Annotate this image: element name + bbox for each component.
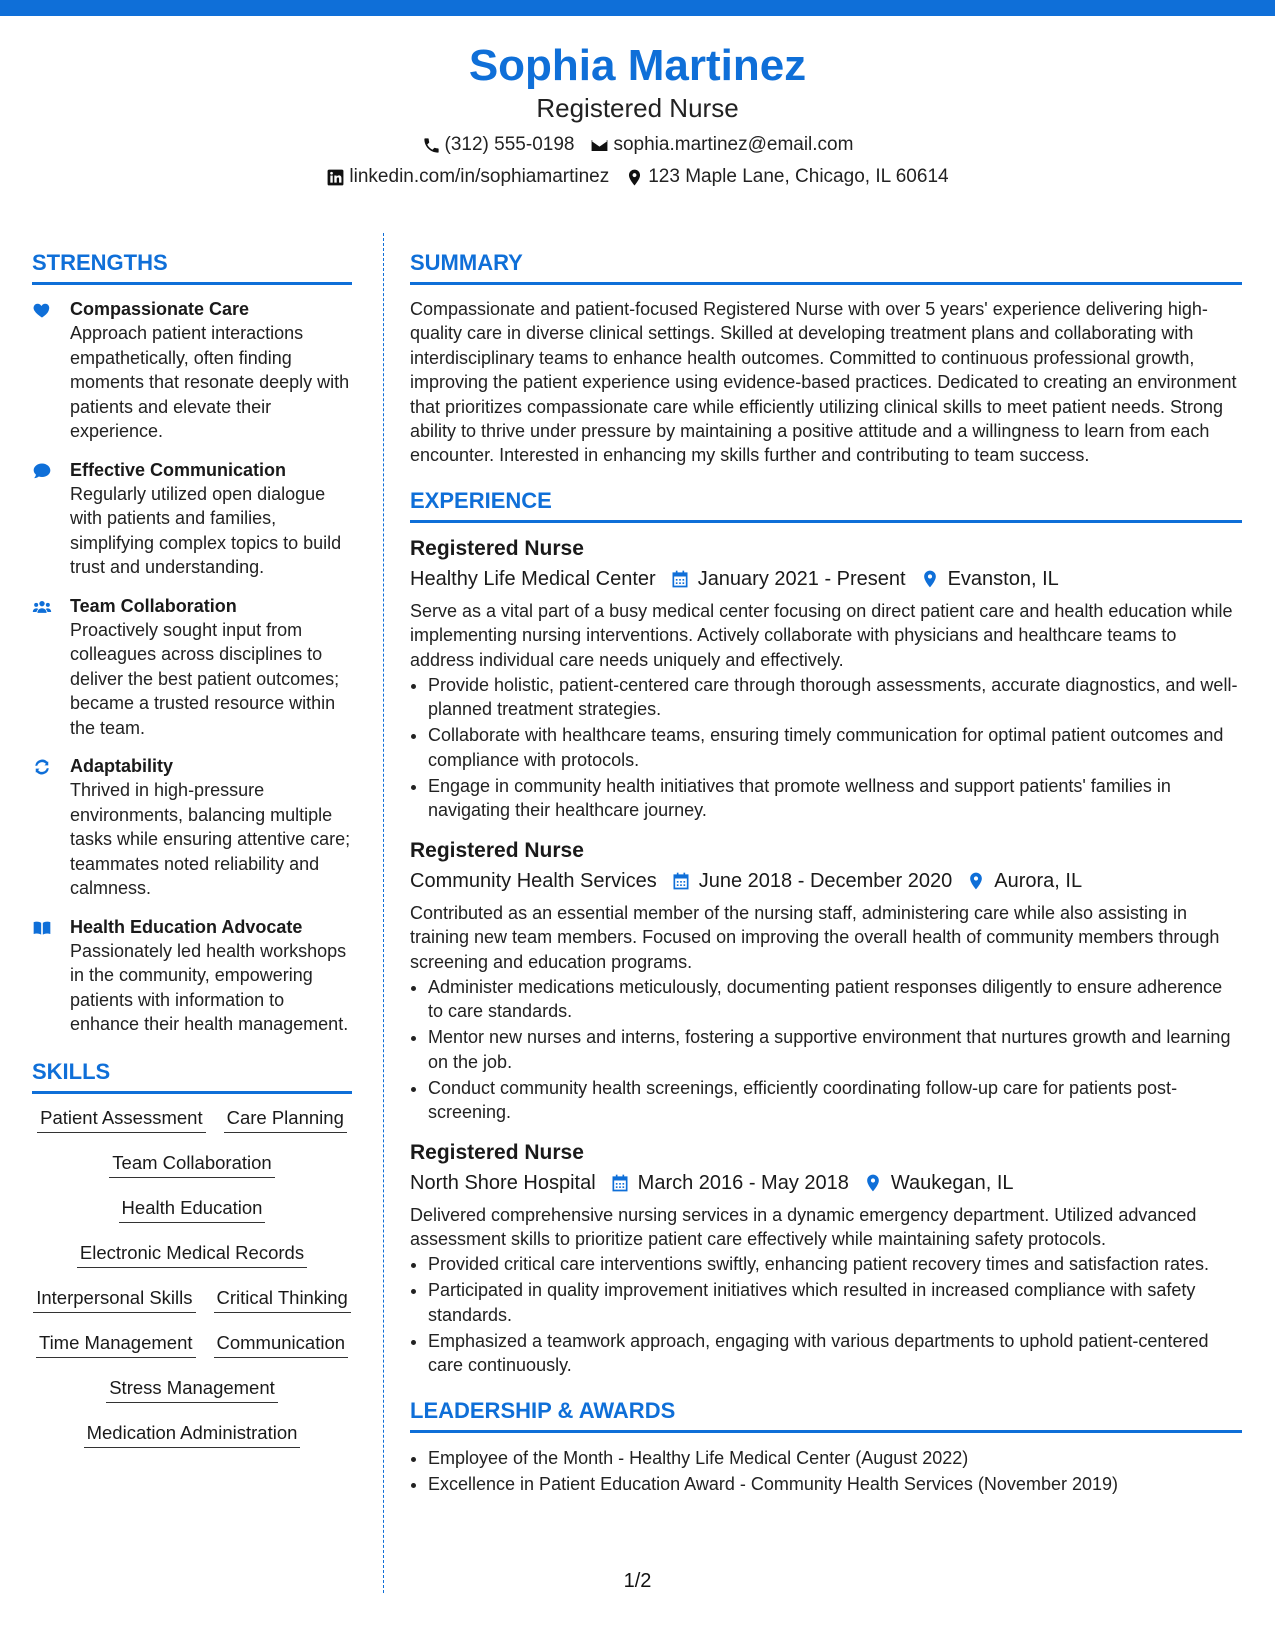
top-accent-bar [0,0,1275,16]
awards-list [410,1445,1242,1497]
job-entry [410,1139,1242,1378]
job-company: Community Health Services [410,869,657,892]
chat-bubble-icon [32,458,70,580]
job-company: North Shore Hospital [410,1171,596,1194]
strength-title: Compassionate Care [70,299,250,319]
refresh-icon [32,754,70,901]
strength-title: Health Education Advocate [70,916,303,937]
skill-tag: Care Planning [224,1106,347,1133]
strength-body [70,458,352,580]
strength-item [32,594,352,741]
page-number: 1/2 [623,1570,652,1592]
linkedin-text: linkedin.com/in/sophiamartinez [349,166,610,187]
job-title: Registered Nurse [410,1140,584,1164]
calendar-icon [610,1173,630,1193]
summary-heading: SUMMARY [410,250,1242,285]
skill-tag: Time Management [36,1331,196,1358]
candidate-name: Sophia Martinez [468,41,807,90]
location-pin-icon [863,1173,883,1193]
strength-body [70,915,352,1037]
address-text: 123 Maple Lane, Chicago, IL 60614 [648,166,949,187]
candidate-title: Registered Nurse [536,93,739,123]
strength-description: Approach patient interactions empathetically, often finding moments that resonate deeply with patients and elevate their experience. [70,323,350,441]
skill-tag: Team Collaboration [109,1151,274,1178]
skills-heading: SKILLS [32,1059,352,1094]
strength-title: Adaptability [70,756,174,776]
skill-tag: Critical Thinking [214,1286,351,1313]
strength-item [32,754,352,901]
strength-title: Effective Communication [70,459,287,480]
strengths-list [32,297,352,1037]
award-item: • Excellence in Patient Education Award - Community Health Services (November 2019) [428,1471,1242,1497]
job-bullet: • Administer medications meticulously, documenting patient responses diligently to ensure adherence to care standards. [428,975,1242,1024]
skill-tag: Stress Management [106,1376,278,1403]
job-location: Waukegan, IL [890,1171,1014,1194]
job-meta [410,866,1242,896]
job-dates: June 2018 - December 2020 [698,869,953,892]
job-bullet: • Mentor new nurses and interns, fostering a supportive environment that nurtures growth and learning on the job. [428,1025,1242,1074]
experience-list [410,535,1242,1378]
strength-description: Proactively sought input from colleagues across disciplines to deliver the best patient outcomes; became a trusted resource within the team. [70,619,340,738]
envelope-icon [590,136,609,155]
job-meta [410,1168,1242,1198]
users-icon [32,594,70,741]
email-text: sophia.martinez@email.com [613,134,854,155]
awards-heading: LEADERSHIP & AWARDS [410,1398,1242,1433]
phone-icon [422,136,441,155]
job-bullet: • Participated in quality improvement initiatives which resulted in increased compliance with safety standards. [428,1278,1242,1327]
email-contact[interactable] [590,132,853,158]
skills-list [32,1106,352,1448]
strength-description: Thrived in high-pressure environments, balancing multiple tasks while ensuring attentive care; teammates noted reliability and calmness. [70,780,351,898]
job-bullets [410,975,1242,1125]
job-entry [410,837,1242,1125]
skill-tag: Communication [214,1331,349,1358]
job-title: Registered Nurse [410,838,584,862]
job-description: Contributed as an essential member of the nursing staff, administering care while also assisting in training new team members. Focused on improving the overall health of community members through screening and education programs. [410,902,1220,972]
experience-heading: EXPERIENCE [410,488,1242,523]
job-bullet: • Provide holistic, patient-centered care through thorough assessments, accurate diagnostics, and well-planned treatment strategies. [428,673,1242,722]
job-bullet: • Conduct community health screenings, efficiently coordinating follow-up care for patients post-screening. [428,1076,1242,1125]
phone-text: (312) 555-0198 [444,134,575,155]
skill-tag: Interpersonal Skills [33,1286,195,1313]
job-dates: January 2021 - Present [697,567,906,590]
job-bullets [410,673,1242,823]
linkedin-icon [326,168,345,187]
job-company: Healthy Life Medical Center [410,567,656,590]
job-dates: March 2016 - May 2018 [637,1171,849,1194]
location-pin-icon [920,569,940,589]
job-bullet: • Engage in community health initiatives that promote wellness and support patients' families in navigating their healthcare journey. [428,774,1242,823]
calendar-icon [670,569,690,589]
heart-icon [32,297,70,444]
job-description: Serve as a vital part of a busy medical center focusing on direct patient care and health education while implementing nursing interventions. Actively collaborate with physicians and healthcare teams to address individual care needs uniquely and effectively. [410,600,1233,670]
job-bullet: • Emphasized a teamwork approach, engaging with various departments to uphold patient-centered care continuously. [428,1329,1242,1378]
strength-body [70,754,352,901]
strength-body [70,594,352,741]
contact-row-2 [0,164,1275,190]
strength-description: Passionately led health workshops in the community, empowering patients with information to enhance their health management. [70,940,349,1034]
map-pin-icon [625,168,644,187]
right-column [410,250,1242,1497]
strength-item [32,915,352,1037]
strength-description: Regularly utilized open dialogue with patients and families, simplifying complex topics to build trust and understanding. [70,483,342,577]
book-icon [32,915,70,1037]
skill-tag: Health Education [119,1196,266,1223]
job-entry [410,535,1242,823]
phone-contact [422,132,575,158]
award-item: • Employee of the Month - Healthy Life Medical Center (August 2022) [428,1445,1242,1471]
job-bullets [410,1252,1242,1377]
address-contact [625,164,948,190]
summary-text: Compassionate and patient-focused Registered Nurse with over 5 years' experience delivering high-quality care in diverse clinical settings. Skilled at developing treatment plans and collaborating with interdisciplinary teams to enhance health outcomes. Committed to continuous professional growth, improving the patient experience using evidence-based practices. Dedicated to creating an environment that prioritizes compassionate care while efficiently utilizing clinical skills to meet patient needs. Strong ability to thrive under pressure by maintaining a positive attitude and a willingness to learn from each encounter. Interested in enhancing my skills further and contributing to team success. [410,299,1237,466]
strength-item [32,458,352,580]
job-description: Delivered comprehensive nursing services in a dynamic emergency department. Utilized advanced assessment skills to prioritize patient care effectively while maintaining safety protocols. [410,1204,1197,1249]
location-pin-icon [966,871,986,891]
strengths-heading: STRENGTHS [32,250,352,285]
column-divider [383,233,384,1593]
skill-tag: Medication Administration [84,1421,301,1448]
skill-tag: Electronic Medical Records [77,1241,307,1268]
job-title: Registered Nurse [410,536,584,560]
job-bullet: • Collaborate with healthcare teams, ensuring timely communication for optimal patient outcomes and compliance with protocols. [428,723,1242,772]
left-column [32,250,352,1448]
job-meta [410,564,1242,594]
job-bullet: • Provided critical care interventions swiftly, enhancing patient recovery times and satisfaction rates. [428,1252,1242,1276]
strength-item [32,297,352,444]
strength-title: Team Collaboration [70,595,237,616]
calendar-icon [671,871,691,891]
job-location: Aurora, IL [994,869,1083,892]
job-location: Evanston, IL [947,567,1059,590]
strength-body [70,297,352,444]
contact-row-1 [0,132,1275,158]
skill-tag: Patient Assessment [37,1106,205,1133]
resume-header [0,40,1275,190]
linkedin-contact[interactable] [326,164,609,190]
